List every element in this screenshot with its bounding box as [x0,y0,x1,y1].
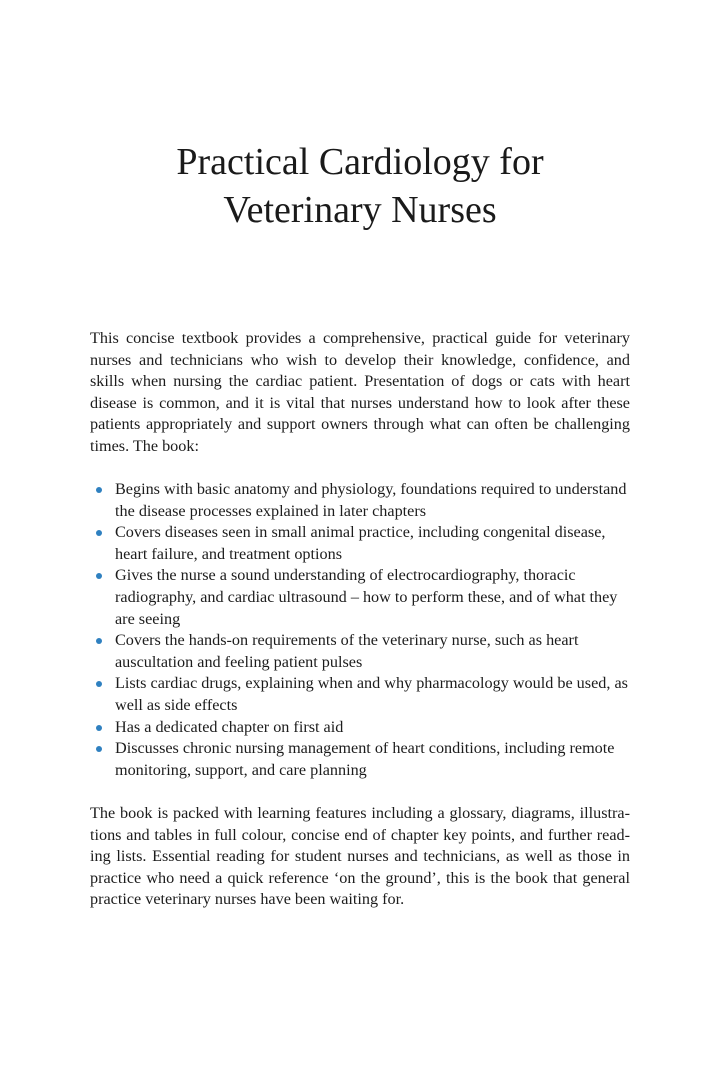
feature-text: Covers the hands-on requirements of the veterinary nurse, such as heart auscultation and feeling patient pulses [115,631,579,671]
feature-text: Begins with basic anatomy and physiology, foundations required to understand the disease processes explained in later chapters [115,480,627,520]
feature-list-item [90,673,630,716]
feature-list-item [90,717,630,739]
feature-text: Discusses chronic nursing management of heart conditions, including remote monitoring, support, and care planning [115,739,615,779]
bullet-icon [96,530,102,536]
feature-list [90,479,630,781]
feature-text: Has a dedicated chapter on first aid [115,717,344,736]
book-title [60,138,660,234]
feature-text: Gives the nurse a sound understanding of electrocardiography, thoracic radiography, and cardiac ultrasound – how to perform these, and of what they are seeing [115,566,618,628]
bullet-icon [96,487,102,493]
feature-text: Lists cardiac drugs, explaining when and why pharmacology would be used, as well as side effects [115,674,628,714]
bullet-icon [96,681,102,687]
bullet-icon [96,725,102,731]
book-title-line-1: Practical Cardiology for [176,141,544,183]
book-title-line-2: Veterinary Nurses [223,189,497,231]
feature-list-item [90,738,630,781]
bullet-icon [96,573,102,579]
feature-list-item [90,479,630,522]
feature-text: Covers diseases seen in small animal practice, including congenital disease, heart failure, and treatment options [115,523,606,563]
intro-paragraph: This concise textbook provides a comprehensive, practical guide for veterinary nurses and technicians who wish to develop their knowledge, confidence, and skills when nursing the cardiac patient. Presentation of dogs or cats with heart disease is common, and it is vital that nurses understand how to look after these patients appropriately and support owners through what can often be challenging times. The book: [90,329,630,455]
bullet-icon [96,746,102,752]
closing-paragraph: The book is packed with learning features including a glossary, diagrams, illustrations and tables in full colour, concise end of chapter key points, and further reading lists. Essential reading for student nurses and technicians, as well as those in practice who need a quick reference ‘on the ground’, this is the book that general practice veterinary nurses have been waiting for. [90,804,630,909]
feature-list-item [90,565,630,630]
feature-list-item [90,522,630,565]
feature-list-item [90,630,630,673]
bullet-icon [96,638,102,644]
